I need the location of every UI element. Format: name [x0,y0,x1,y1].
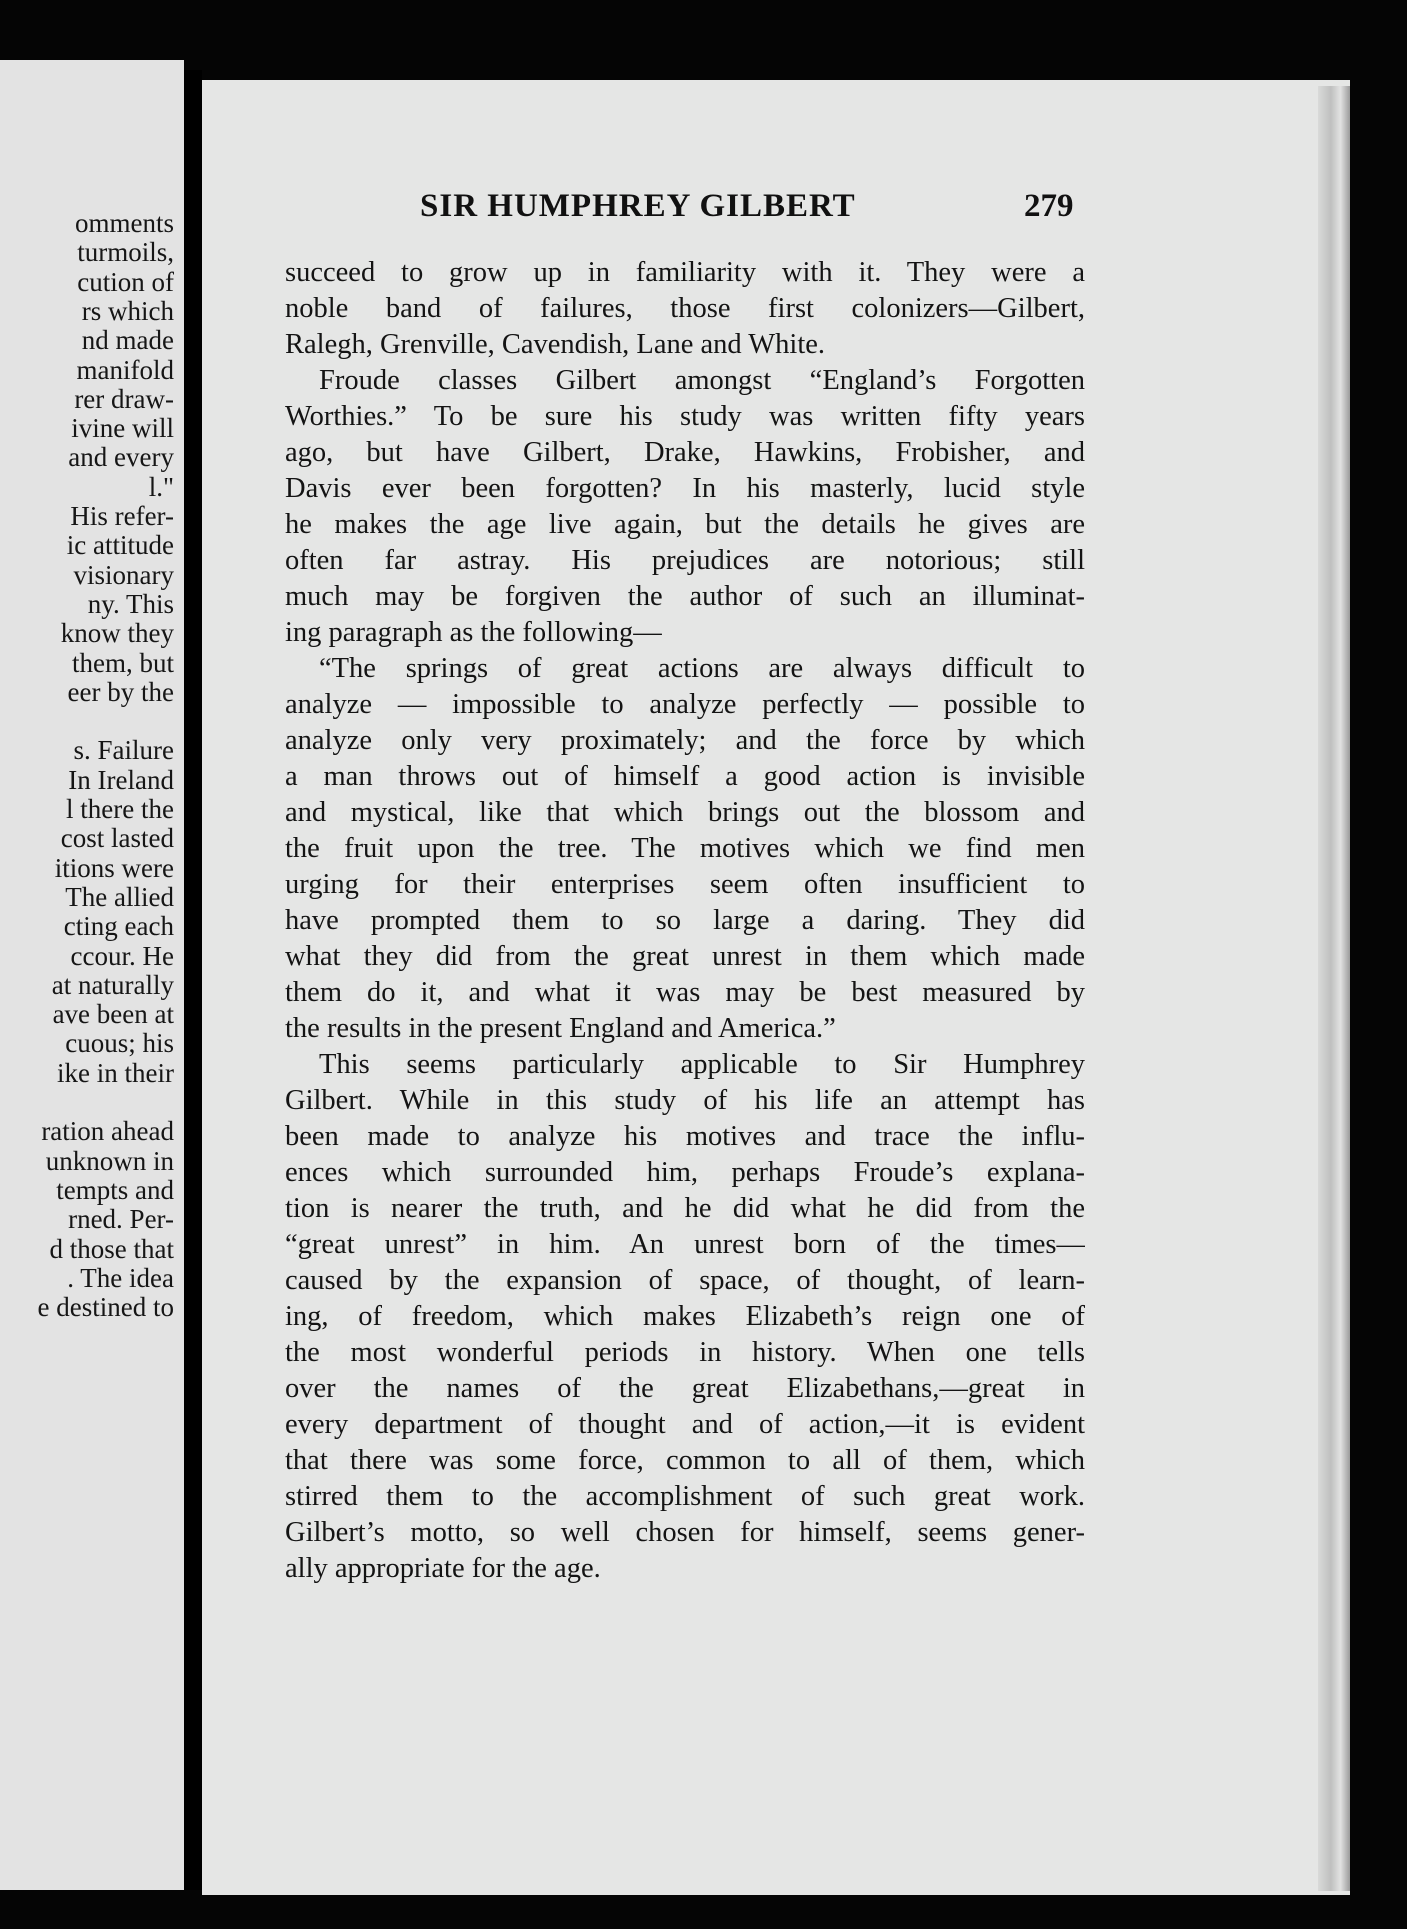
body-line: he makes the age live again, but the details he gives are [285,509,1085,540]
page-number: 279 [1024,188,1074,224]
body-line: ago, but have Gilbert, Drake, Hawkins, Frobisher, and [285,437,1085,468]
body-line: them do it, and what it was may be best measured by [285,977,1085,1008]
left-page-line: rs which [81,295,174,326]
body-line: over the names of the great Elizabethans,—great in [285,1373,1085,1404]
body-line: caused by the expansion of space, of thought, of learn- [285,1265,1085,1296]
left-page-line: d those that [49,1233,174,1264]
left-page-line: In Ireland [68,764,174,795]
running-head-title: SIR HUMPHREY GILBERT [420,188,856,224]
body-line: Froude classes Gilbert amongst “England’s Forgotten [319,365,1085,396]
left-page-line: and every [68,442,174,473]
left-page-line: manifold [76,354,174,385]
body-line: analyze — impossible to analyze perfectly — possible to [285,689,1085,720]
left-page-line: His refer- [70,501,174,531]
page-edge [1318,86,1350,1891]
left-page-line: cting each [63,911,174,942]
body-line: Davis ever been forgotten? In his masterly, lucid style [285,473,1085,504]
body-line: and mystical, like that which brings out the blossom and [285,797,1085,828]
left-page-line: ave been at [52,999,174,1030]
body-line: ing, of freedom, which makes Elizabeth’s reign one of [285,1301,1085,1332]
left-page-line: . The idea [67,1262,174,1293]
left-page-line: nd made [81,325,174,356]
body-line: often far astray. His prejudices are notorious; still [285,545,1085,576]
body-line: “great unrest” in him. An unrest born of the times— [285,1229,1085,1260]
body-line: ences which surrounded him, perhaps Froude’s explana- [285,1157,1085,1188]
body-line: Gilbert’s motto, so well chosen for himself, seems gener- [285,1517,1085,1548]
body-line: Worthies.” To be sure his study was written fifty years [285,401,1085,432]
body-line: what they did from the great unrest in them which made [285,941,1085,972]
body-line: analyze only very proximately; and the force by which [285,725,1085,756]
left-page-line: ration ahead [41,1116,174,1147]
body-line: succeed to grow up in familiarity with it. They were a [285,257,1085,288]
left-page-line: cost lasted [60,823,174,854]
left-page-line: ic attitude [66,530,174,561]
left-page [0,60,184,1890]
left-page-line: ccour. He [70,940,174,971]
body-line: This seems particularly applicable to Sir Humphrey [319,1049,1085,1080]
left-page-line: ike in their [57,1057,174,1088]
body-line: “The springs of great actions are always difficult to [319,653,1085,684]
left-page-line: cution of [77,266,174,297]
body-line: noble band of failures, those first colonizers—Gilbert, [285,293,1085,324]
left-page-line: them, but [72,647,174,678]
left-page-line: itions were [54,852,174,883]
left-page-line: l." [148,471,174,502]
left-page-line: e destined to [37,1292,174,1323]
left-page-line: omments [75,208,174,238]
book-gutter [184,70,202,1890]
body-line: the fruit upon the tree. The motives which we find men [285,833,1085,864]
body-line: ing paragraph as the following— [285,617,662,648]
body-line: tion is nearer the truth, and he did what he did from the [285,1193,1085,1224]
left-page-line: ivine will [71,413,174,444]
body-line: been made to analyze his motives and trace the influ- [285,1121,1085,1152]
left-page-line: visionary [73,559,174,590]
left-page-line: turmoils, [77,237,174,268]
body-line: Gilbert. While in this study of his life an attempt has [285,1085,1085,1116]
body-text [285,255,1085,1587]
body-line: a man throws out of himself a good action is invisible [285,761,1085,792]
left-page-line: cuous; his [65,1028,174,1059]
left-page-line: rned. Per- [68,1204,174,1235]
left-page-line: eer by the [67,676,174,707]
body-line: have prompted them to so large a daring. They did [285,905,1085,936]
body-line: that there was some force, common to all of them, which [285,1445,1085,1476]
left-page-line: tempts and [56,1174,174,1205]
left-page-line: s. Failure [73,735,174,766]
body-line: every department of thought and of action,—it is evident [285,1409,1085,1440]
body-line: urging for their enterprises seem often insufficient to [285,869,1085,900]
body-line: Ralegh, Grenville, Cavendish, Lane and White. [285,329,826,360]
body-line: the most wonderful periods in history. When one tells [285,1337,1085,1368]
left-page-line: The allied [65,881,174,912]
body-line: stirred them to the accomplishment of such great work. [285,1481,1085,1512]
left-page-line: rer draw- [74,383,174,414]
body-line: ally appropriate for the age. [285,1553,601,1584]
body-line: much may be forgiven the author of such an illuminat- [285,581,1085,612]
left-page-line: unknown in [45,1145,174,1176]
left-page-line: l there the [66,794,174,824]
left-page-line: know they [60,618,174,649]
left-page-line: ny. This [87,588,174,619]
body-line: the results in the present England and America.” [285,1013,836,1044]
left-page-line: at naturally [51,969,174,1000]
